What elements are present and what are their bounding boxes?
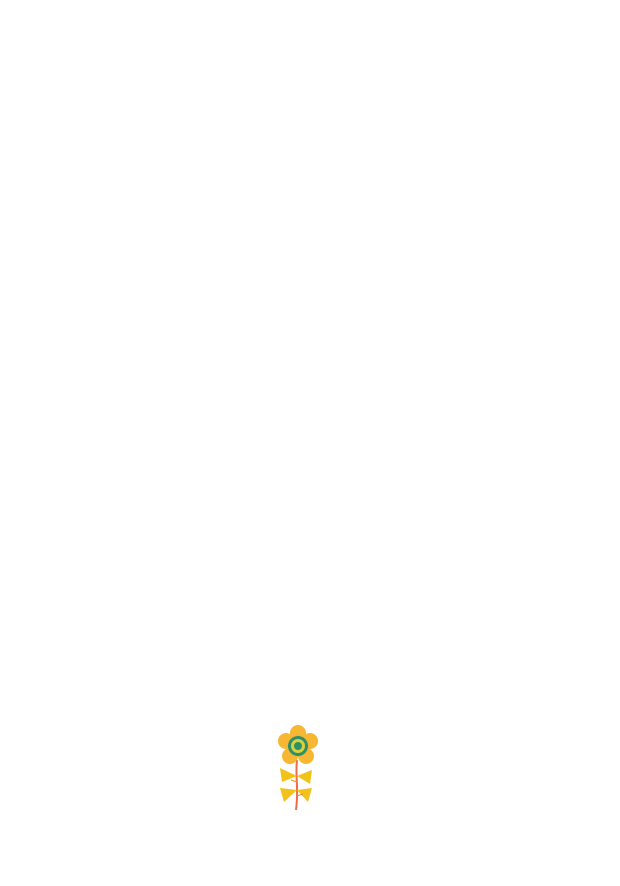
- flower-icon: [270, 722, 322, 810]
